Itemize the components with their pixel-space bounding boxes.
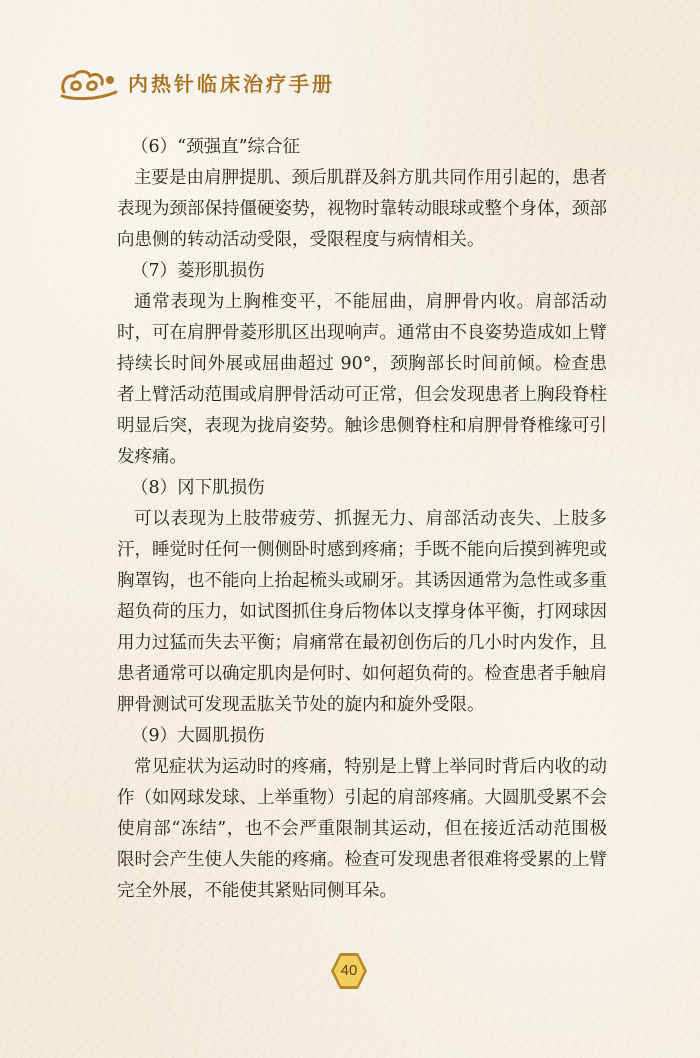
section-heading-6: （6）“颈强直”综合征 (131, 137, 301, 157)
page-body (117, 132, 607, 907)
auspicious-cloud-icon (58, 62, 120, 102)
section-heading-8: （8）冈下肌损伤 (131, 478, 265, 498)
section-heading-9: （9）大圆肌损伤 (131, 726, 265, 746)
page-number: 40 (340, 962, 358, 979)
section-body-9: 常见症状为运动时的疼痛，特别是上臂上举同时背后内收的动作（如网球发球、上举重物）引起的肩部疼痛。大圆肌受累不会使肩部“冻结”，也不会严重限制其运动，但在接近活动范围极限时会产生使人失能的疼痛。检查可发现患者很难将受累的上臂完全外展，不能使其紧贴同侧耳朵。 (117, 757, 607, 901)
book-title: 内热针临床治疗手册 (128, 71, 335, 96)
running-header (58, 60, 335, 104)
section-body-6: 主要是由肩胛提肌、颈后肌群及斜方肌共同作用引起的，患者表现为颈部保持僵硬姿势，视物时靠转动眼球或整个身体，颈部向患侧的转动活动受限，受限程度与病情相关。 (117, 168, 607, 250)
section-body-7: 通常表现为上胸椎变平，不能屈曲，肩胛骨内收。肩部活动时，可在肩胛骨菱形肌区出现响声。通常由不良姿势造成如上臂持续长时间外展或屈曲超过 90°，颈胸部长时间前倾。检查患者上臂活动范围或肩胛骨活动可正常，但会发现患者上胸段脊柱明显后突，表现为拢肩姿势。触诊患侧脊柱和肩胛骨脊椎缘可引发疼痛。 (117, 292, 607, 467)
section-body-8: 可以表现为上肢带疲劳、抓握无力、肩部活动丧失、上肢多汗，睡觉时任何一侧侧卧时感到疼痛；手既不能向后摸到裤兜或胸罩钩，也不能向上抬起梳头或刷牙。其诱因通常为急性或多重超负荷的压力，如试图抓住身后物体以支撑身体平衡，打网球因用力过猛而失去平衡；肩痛常在最初创伤后的几小时内发作，且患者通常可以确定肌肉是何时、如何超负荷的。检查患者手触肩胛骨测试可发现盂肱关节处的旋内和旋外受限。 (117, 509, 607, 715)
page-number-badge (329, 951, 369, 991)
section-heading-7: （7）菱形肌损伤 (131, 261, 265, 281)
